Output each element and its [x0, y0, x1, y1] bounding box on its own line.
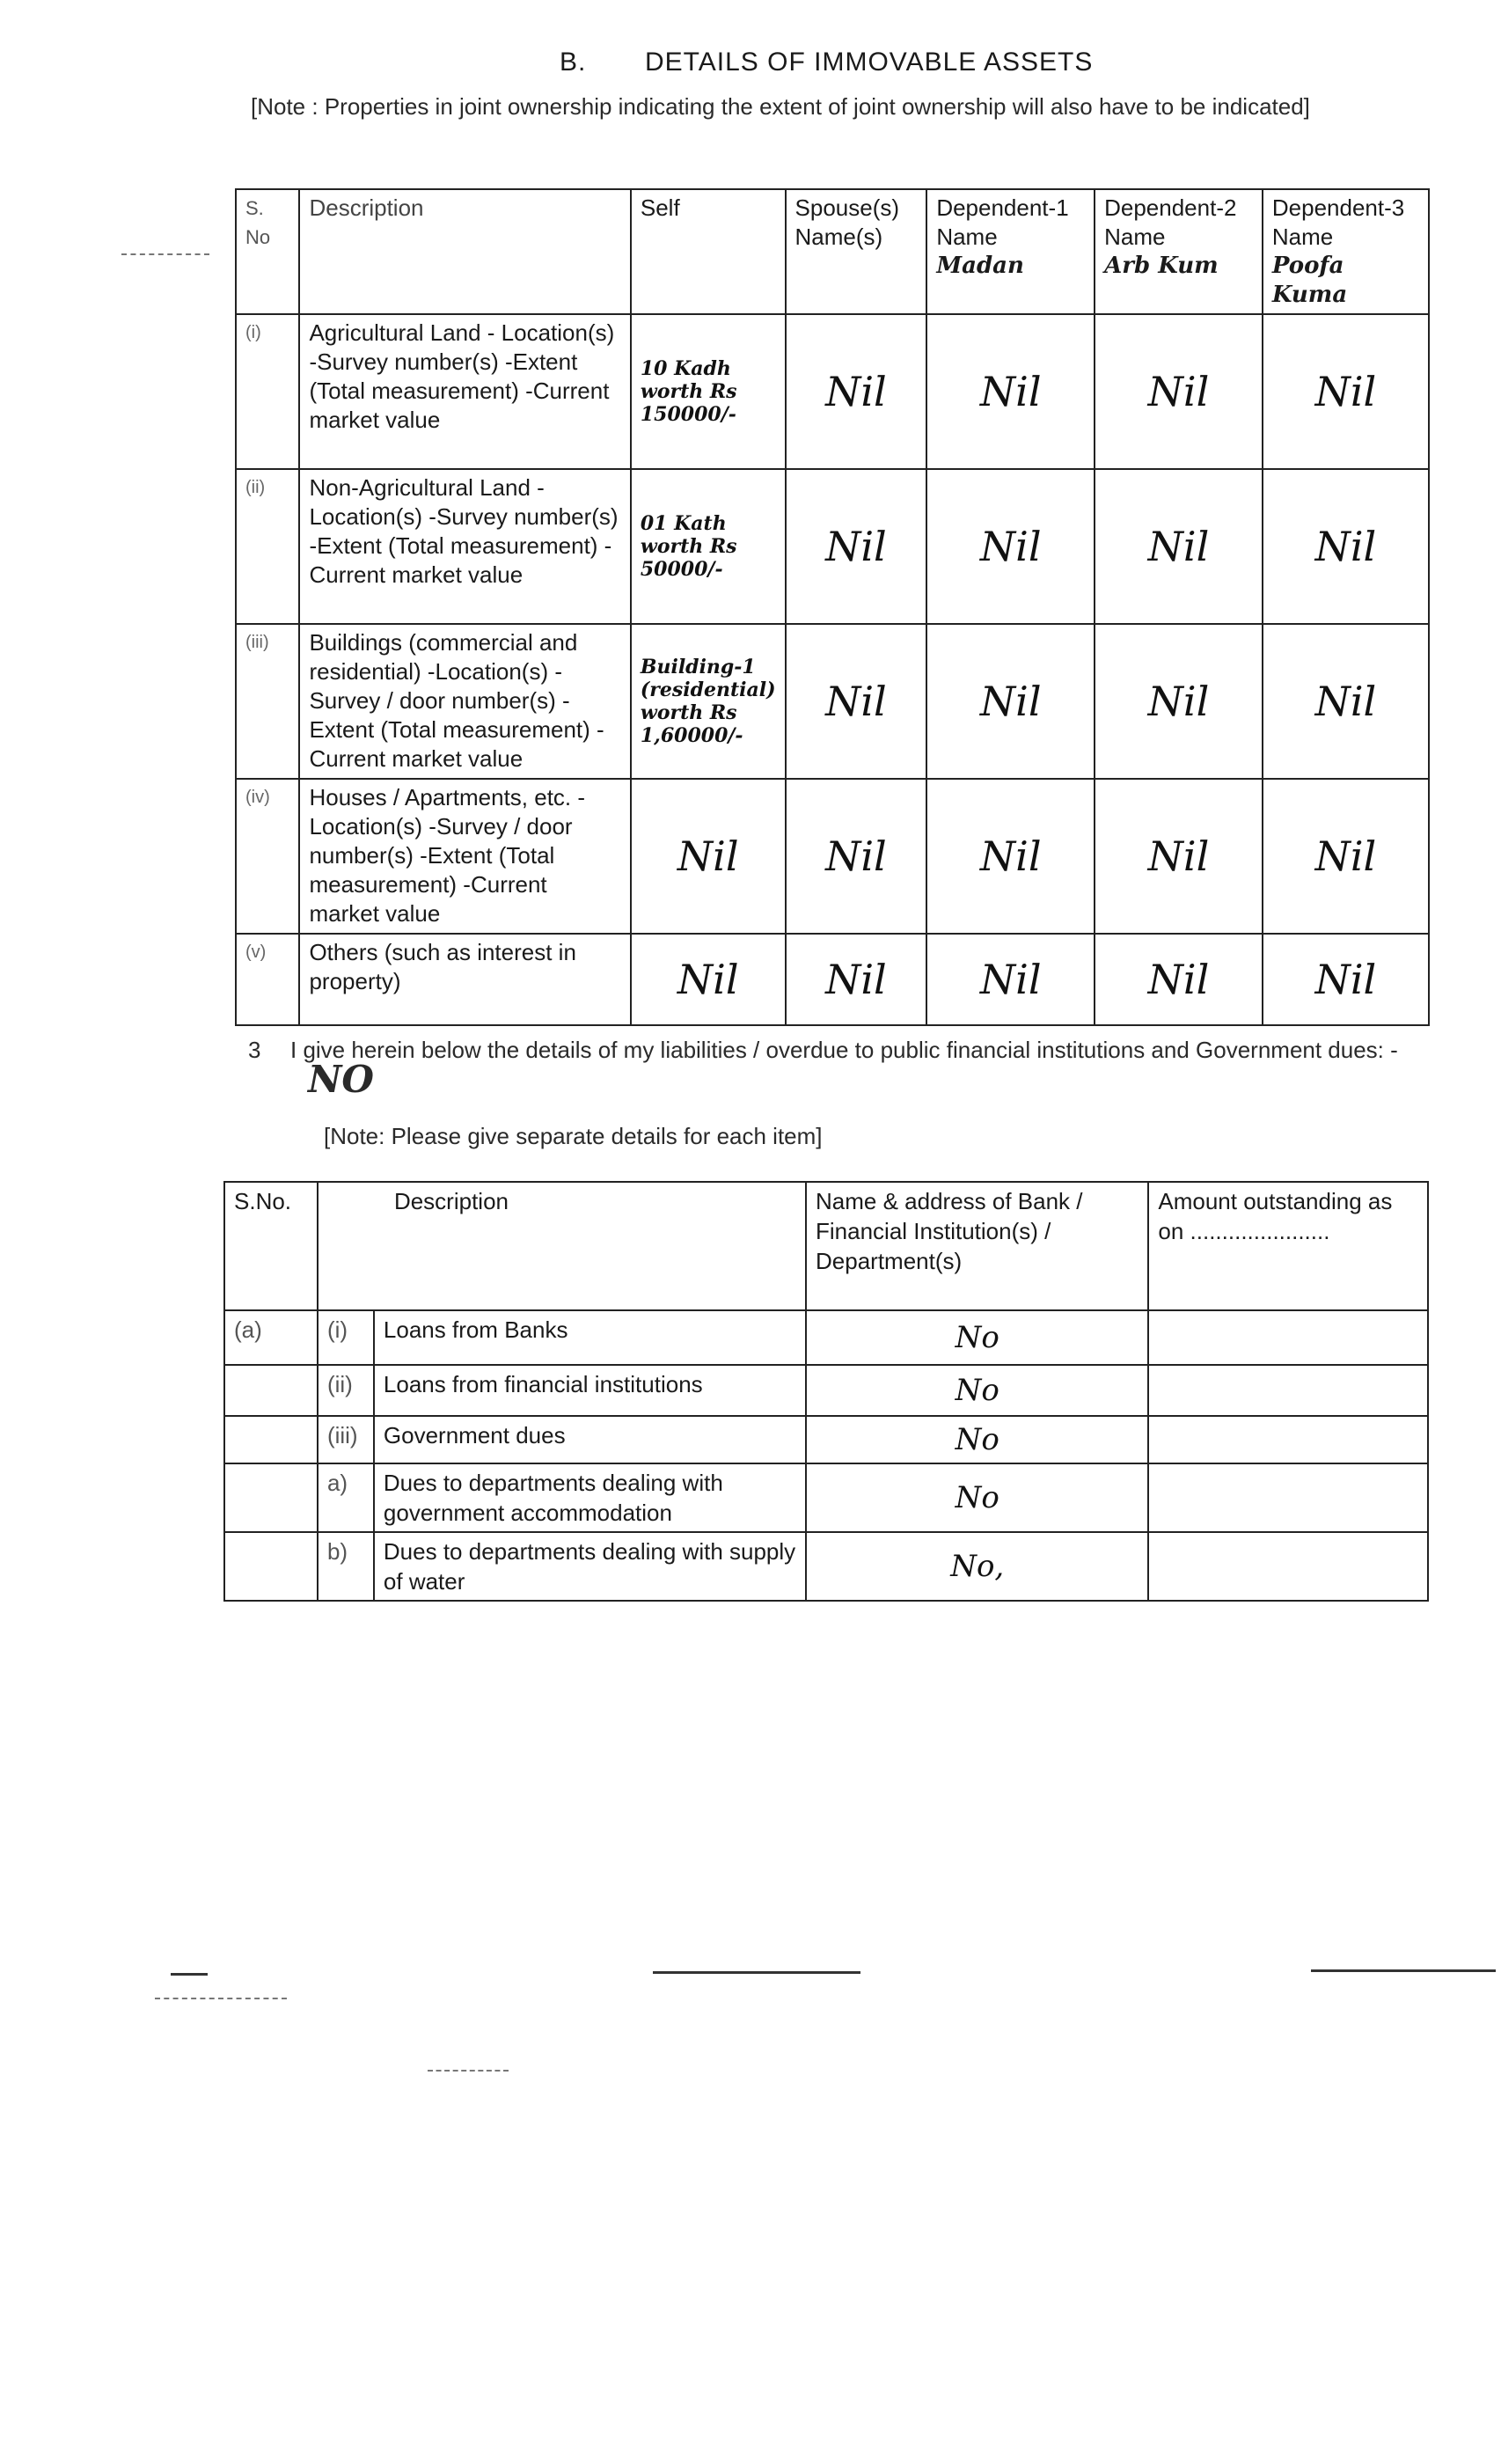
row-description: Buildings (commercial and residential) -Location(s) -Survey / door number(s) -Extent (Total measurement) -Current market value [299, 624, 630, 779]
row-self: 10 Kadh worth Rs 150000/- [631, 314, 786, 469]
row-self: Nil [631, 779, 786, 934]
row-self: Building-1 (residential) worth Rs 1,60000/- [631, 624, 786, 779]
row-bank: No [806, 1310, 1148, 1365]
header-dependent-3-label: Dependent-3 Name [1271, 194, 1405, 250]
row-bank: No [806, 1416, 1148, 1463]
liabilities-answer: NO [308, 1058, 374, 1101]
header-dependent-2 [1095, 189, 1263, 314]
header-amount: Amount outstanding as on ...................... [1148, 1182, 1428, 1310]
scan-mark [121, 253, 209, 255]
row-dependent-3: Nil [1263, 624, 1429, 779]
row-amount [1148, 1416, 1428, 1463]
row-description: Government dues [374, 1416, 806, 1463]
row-sno [224, 1416, 318, 1463]
row-sub: a) [318, 1463, 374, 1532]
row-dependent-1: Nil [926, 624, 1095, 779]
row-bank: No [806, 1365, 1148, 1416]
scan-mark [1311, 1969, 1496, 1972]
table-row [224, 1365, 1428, 1416]
scan-mark [155, 1998, 287, 1999]
dependent-3-name: Poofa Kuma [1271, 253, 1348, 308]
table-row [224, 1310, 1428, 1365]
liabilities-number: 3 [248, 1037, 261, 1063]
header-description: Description [299, 189, 630, 314]
row-self: Nil [631, 934, 786, 1025]
row-sno: (v) [236, 934, 299, 1025]
row-dependent-3: Nil [1263, 934, 1429, 1025]
row-description: Dues to departments dealing with supply of water [374, 1532, 806, 1601]
row-description: Agricultural Land - Location(s) -Survey number(s) -Extent (Total measurement) -Current market value [299, 314, 630, 469]
scan-mark [653, 1971, 860, 1974]
dependent-1-name: Madan [936, 253, 1024, 279]
header-dependent-3 [1263, 189, 1429, 314]
row-sno [224, 1463, 318, 1532]
row-dependent-3: Nil [1263, 314, 1429, 469]
table-header-row [236, 189, 1429, 314]
row-dependent-2: Nil [1095, 934, 1263, 1025]
header-sno: S. No [236, 189, 299, 314]
scan-mark [428, 2070, 509, 2072]
row-sub: (iii) [318, 1416, 374, 1463]
table-row [236, 469, 1429, 624]
row-dependent-2: Nil [1095, 624, 1263, 779]
liabilities-table [223, 1181, 1429, 1602]
row-spouse: Nil [786, 934, 927, 1025]
scan-mark [171, 1973, 208, 1976]
row-spouse: Nil [786, 314, 927, 469]
row-sub: b) [318, 1532, 374, 1601]
header-sno: S.No. [224, 1182, 318, 1310]
row-sno [224, 1365, 318, 1416]
liabilities-text-body: I give herein below the details of my liabilities / overdue to public financial institutions and Government dues: - [290, 1037, 1398, 1063]
header-self: Self [631, 189, 786, 314]
table-row [236, 314, 1429, 469]
section-title: DETAILS OF IMMOVABLE ASSETS [645, 48, 1094, 77]
row-description: Dues to departments dealing with government accommodation [374, 1463, 806, 1532]
dependent-2-name: Arb Kum [1104, 253, 1219, 279]
immovable-assets-table [235, 188, 1430, 1026]
section-letter: B. [560, 48, 587, 77]
liabilities-text [290, 1035, 1425, 1099]
row-amount [1148, 1310, 1428, 1365]
row-description: Loans from Banks [374, 1310, 806, 1365]
header-bank: Name & address of Bank / Financial Institution(s) / Department(s) [806, 1182, 1148, 1310]
row-sno: (ii) [236, 469, 299, 624]
row-bank: No [806, 1463, 1148, 1532]
row-description: Non-Agricultural Land - Location(s) -Survey number(s) -Extent (Total measurement) -Current market value [299, 469, 630, 624]
row-dependent-3: Nil [1263, 779, 1429, 934]
row-dependent-3: Nil [1263, 469, 1429, 624]
row-sno: (a) [224, 1310, 318, 1365]
row-sno: (iv) [236, 779, 299, 934]
section-note: [Note : Properties in joint ownership indicating the extent of joint ownership will also have to be indicated] [251, 93, 1310, 120]
liabilities-note: [Note: Please give separate details for each item] [324, 1123, 823, 1149]
row-bank: No, [806, 1532, 1148, 1601]
header-description: Description [318, 1182, 806, 1310]
table-row [236, 934, 1429, 1025]
row-sub: (i) [318, 1310, 374, 1365]
table-row [224, 1463, 1428, 1532]
row-dependent-1: Nil [926, 934, 1095, 1025]
row-dependent-1: Nil [926, 779, 1095, 934]
row-dependent-1: Nil [926, 469, 1095, 624]
row-description: Houses / Apartments, etc. -Location(s) -Survey / door number(s) -Extent (Total measurement) -Current market value [299, 779, 630, 934]
row-sub: (ii) [318, 1365, 374, 1416]
table-row [224, 1532, 1428, 1601]
row-spouse: Nil [786, 469, 927, 624]
row-sno [224, 1532, 318, 1601]
header-spouse: Spouse(s) Name(s) [786, 189, 927, 314]
table-row [236, 624, 1429, 779]
table-row [224, 1416, 1428, 1463]
row-dependent-2: Nil [1095, 469, 1263, 624]
row-description: Loans from financial institutions [374, 1365, 806, 1416]
row-self: 01 Kath worth Rs 50000/- [631, 469, 786, 624]
row-amount [1148, 1365, 1428, 1416]
row-sno: (i) [236, 314, 299, 469]
row-dependent-1: Nil [926, 314, 1095, 469]
row-description: Others (such as interest in property) [299, 934, 630, 1025]
header-dependent-1 [926, 189, 1095, 314]
header-dependent-2-label: Dependent-2 Name [1104, 194, 1237, 250]
row-dependent-2: Nil [1095, 314, 1263, 469]
row-sno: (iii) [236, 624, 299, 779]
row-spouse: Nil [786, 624, 927, 779]
row-spouse: Nil [786, 779, 927, 934]
row-amount [1148, 1532, 1428, 1601]
row-amount [1148, 1463, 1428, 1532]
header-dependent-1-label: Dependent-1 Name [936, 194, 1069, 250]
table-header-row [224, 1182, 1428, 1310]
row-dependent-2: Nil [1095, 779, 1263, 934]
table-row [236, 779, 1429, 934]
